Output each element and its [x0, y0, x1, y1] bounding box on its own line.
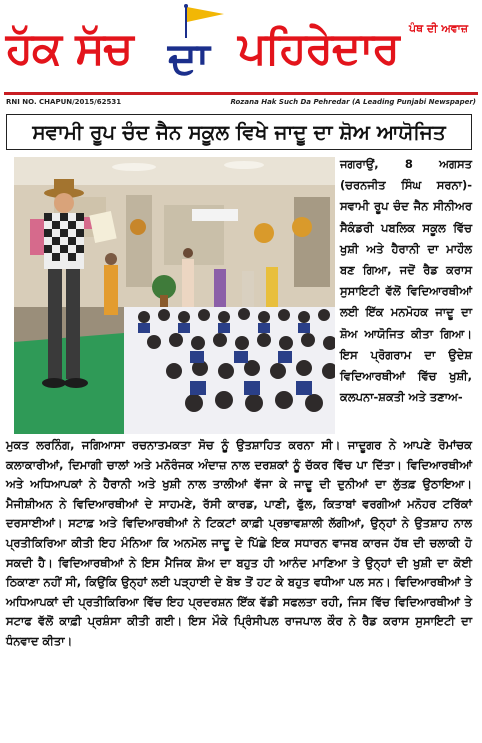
- masthead-tagline: ਪੰਥ ਦੀ ਅਵਾਜ਼: [409, 22, 468, 35]
- registration-number: RNI NO. CHAPUN/2015/62531: [6, 98, 122, 106]
- article-body-paragraph: ਮੁਕਤ ਲਰਨਿੰਗ, ਜਗਿਆਸਾ ਰਚਨਾਤਮਕਤਾ ਸੋਚ ਨੂੰ ਉਤਸ਼ਾਹਿਤ ਕਰਨਾ ਸੀ। ਜਾਦੂਗਰ ਨੇ ਆਪਣੇ ਰੋਮਾਂਚਕ ਕਲਾਕਾਰੀਆਂ, ਦਿਮਾਗੀ ਚਾਲਾਂ ਅਤੇ ਮਨੋਰੰਜਕ ਅੰਦਾਜ਼ ਨਾਲ ਦਰਸ਼ਕਾਂ ਨੂੰ ਚੱਕਰ ਵਿੱਚ ਪਾ ਦਿੱਤਾ। ਵਿਦਿਆਰਥੀਆਂ ਅਤੇ ਅਧਿਆਪਕਾਂ ਨੇ ਹੈਰਾਨੀ ਅਤੇ ਖੁਸ਼ੀ ਨਾਲ ਤਾਲੀਆਂ ਵੱਜਾ ਕੇ ਜਾਦੂ ਦੀ ਦੁਨੀਆਂ ਦਾ ਲੁੱਤਫ਼ ਉਠਾਇਆ। ਮੈਜੀਸ਼ੀਅਨ ਨੇ ਵਿਦਿਆਰਥੀਆਂ ਦੇ ਸਾਹਮਣੇ, ਰੱਸੀ ਕਾਰਡ, ਪਾਣੀ, ਫੁੱਲ, ਕਿਤਾਬਾਂ ਵਰਗੀਆਂ ਮਨੋਹਰ ਟਰਿੱਕਾਂ ਦਰਸਾਈਆਂ। ਸਟਾਫ਼ ਅਤੇ ਵਿਦਿਆਰਥੀਆਂ ਨੇ ਟਿਕਟਾਂ ਕਾਫ਼ੀ ਪ੍ਰਭਾਵਸ਼ਾਲੀ ਲੱਗੀਆਂ, ਉਨ੍ਹਾਂ ਨੇ ਉਤਸ਼ਾਹ ਨਾਲ ਪ੍ਰਤੀਕਿਰਿਆ ਕੀਤੀ ਇਹ ਮੰਨਿਆ ਕਿ ਅਨਮੋਲ ਜਾਦੂ ਦੇ ਪਿੱਛੇ ਇਕ ਸਧਾਰਨ ਵਾਜਬ ਕਾਰਜ ਹੱਥ ਦੀ ਚਲਾਕੀ ਹੋ ਸਕਦੀ ਹੈ। ਵਿਦਿਆਰਥੀਆਂ ਨੇ ਇਸ ਮੈਜਿਕ ਸ਼ੋਅ ਦਾ ਬਹੁਤ ਹੀ ਆਨੰਦ ਮਾਣਿਆ ਤੇ ਉਨ੍ਹਾਂ ਦੀ ਖੁਸ਼ੀ ਦਾ ਕੋਈ ਠਿਕਾਣਾ ਨਹੀਂ ਸੀ, ਕਿਉਂਕਿ ਉਨ੍ਹਾਂ ਲਈ ਪੜ੍ਹਾਈ ਦੇ ਬੋਝ ਤੋਂ ਹਟ ਕੇ ਬਹੁਤ ਵਧੀਆ ਪਲ ਸਨ। ਵਿਦਿਆਰਥੀਆਂ ਤੇ ਅਧਿਆਪਕਾਂ ਦੀ ਪ੍ਰਤੀਕਿਰਿਆ ਵਿੱਚ ਇਹ ਪ੍ਰਦਰਸ਼ਨ ਇੱਕ ਵੱਡੀ ਸਫਲਤਾ ਰਹੀ, ਜਿਸ ਵਿੱਚ ਵਿਦਿਆਰਥੀਆਂ ਤੇ ਸਟਾਫ ਵੱਲੋਂ ਕਾਫ਼ੀ ਪ੍ਰਸ਼ੰਸਾ ਕੀਤੀ ਗਈ। ਇਸ ਮੌਕੇ ਪ੍ਰਿੰਸੀਪਲ ਰਾਜਪਾਲ ਕੌਰ ਨੇ ਰੈਡ ਕਰਾਸ ਸੁਸਾਇਟੀ ਦਾ ਧੰਨਵਾਦ ਕੀਤਾ।: [6, 438, 472, 648]
- article-headline: ਸਵਾਮੀ ਰੂਪ ਚੰਦ ਜੈਨ ਸਕੂਲ ਵਿਖੇ ਜਾਦੂ ਦਾ ਸ਼ੋਅ ਆਯੋਜਿਤ: [6, 114, 472, 150]
- magic-show-photo: [14, 157, 335, 434]
- masthead-title-right: ਪਹਿਰੇਦਾਰ: [238, 23, 399, 74]
- registration-line: [6, 98, 476, 110]
- masthead-title-left: ਹੱਕ ਸੱਚ: [6, 23, 133, 74]
- article-body: [6, 436, 472, 652]
- article-column-right: [340, 154, 472, 408]
- masthead-title-mid: ਦਾ: [168, 33, 210, 84]
- article-photo: [14, 157, 335, 434]
- masthead-rule: [4, 92, 478, 95]
- masthead: [0, 0, 482, 96]
- article-lead-paragraph: ਜਗਰਾਉਂ, 8 ਅਗਸਤ (ਚਰਨਜੀਤ ਸਿੰਘ ਸਰਨਾ)-ਸਵਾਮੀ ਰੂਪ ਚੰਦ ਜੈਨ ਸੀਨੀਅਰ ਸੈਕੰਡਰੀ ਪਬਲਿਕ ਸਕੂਲ ਵਿੱਚ ਖੁਸ਼ੀ ਅਤੇ ਹੈਰਾਨੀ ਦਾ ਮਾਹੌਲ ਬਣ ਗਿਆ, ਜਦੋਂ ਰੈਡ ਕਰਾਸ ਸੁਸਾਇਟੀ ਵੱਲੋਂ ਵਿਦਿਆਰਥੀਆਂ ਲਈ ਇੱਕ ਮਨਮੋਹਕ ਜਾਦੂ ਦਾ ਸ਼ੋਅ ਆਯੋਜਿਤ ਕੀਤਾ ਗਿਆ। ਇਸ ਪ੍ਰੋਗਰਾਮ ਦਾ ਉਦੇਸ਼ ਵਿਦਿਆਰਥੀਆਂ ਵਿੱਚ ਖੁਸ਼ੀ, ਕਲਪਨਾ-ਸ਼ਕਤੀ ਅਤੇ ਤਣਾਅ-: [340, 157, 472, 405]
- paper-name: Rozana Hak Such Da Pehredar (A Leading Punjabi Newspaper): [230, 98, 476, 106]
